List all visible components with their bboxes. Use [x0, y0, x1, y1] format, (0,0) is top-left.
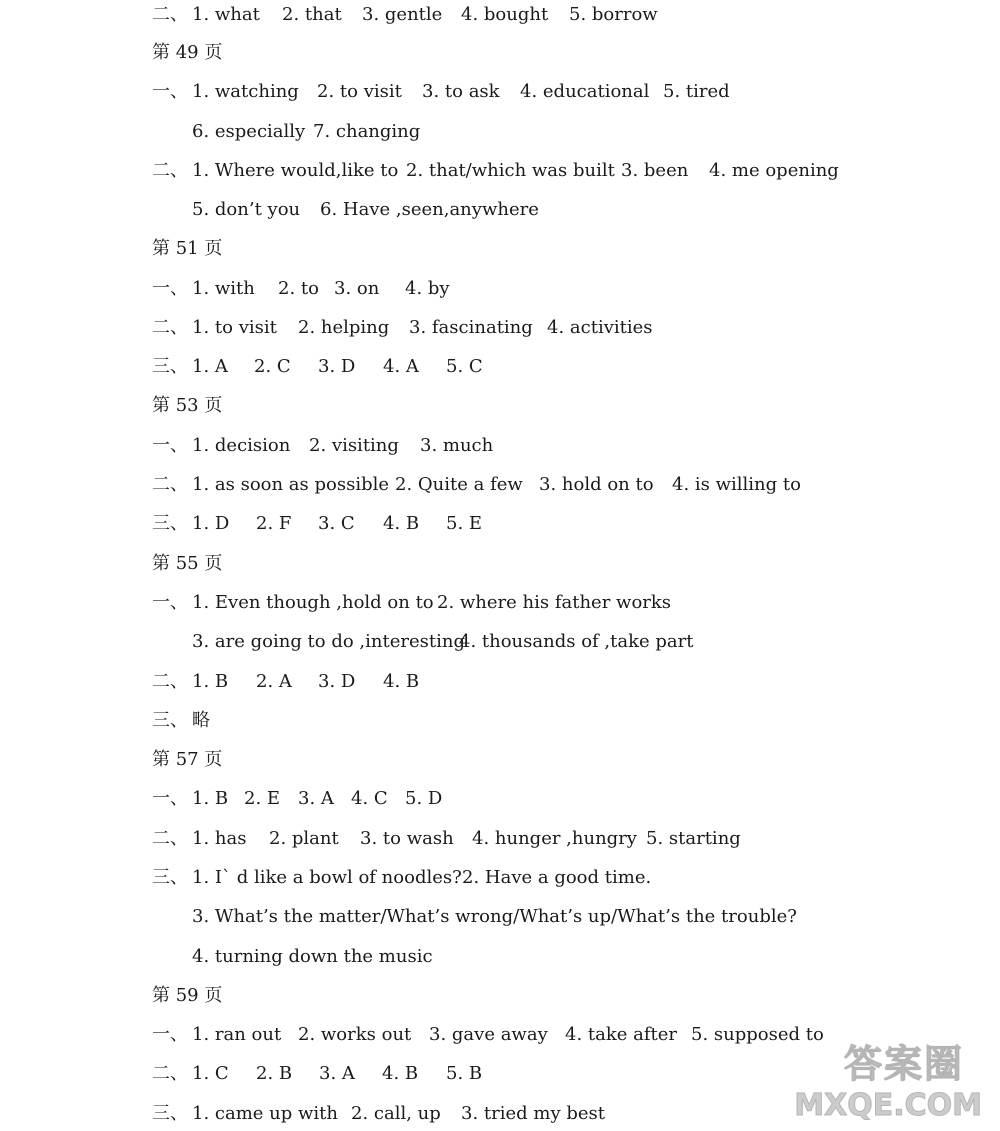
answer-item: 2. E — [244, 788, 281, 809]
answer-item: 3. are going to do ,interesting — [192, 631, 465, 652]
watermark-top-text: 答案圈 — [843, 1042, 964, 1086]
row-label: 一、 — [152, 592, 188, 613]
answer-item: 5. B — [446, 1063, 483, 1084]
page-heading-text: 第 51 页 — [152, 238, 223, 259]
answer-item: 5. tired — [663, 81, 730, 102]
answer-item: 3. A — [298, 788, 334, 809]
answer-item: 4. activities — [547, 317, 653, 338]
answer-item: 3. much — [420, 435, 494, 456]
answer-item: 4. take after — [565, 1024, 678, 1045]
row-label: 三、 — [152, 513, 188, 534]
answer-item: 1. B — [192, 671, 229, 692]
page-heading-text: 第 55 页 — [152, 553, 223, 574]
answer-item: 5. E — [446, 513, 483, 534]
answer-item: 4. B — [383, 671, 420, 692]
row-label: 二、 — [152, 317, 188, 338]
answer-item: 1. Where would,like to — [192, 160, 399, 181]
answer-item: 2. that/which was built — [406, 160, 615, 181]
row-label: 二、 — [152, 828, 188, 849]
row-label: 一、 — [152, 435, 188, 456]
row-label: 二、 — [152, 4, 188, 25]
answer-item: 4. bought — [461, 4, 549, 25]
answer-item: 2. F — [256, 513, 292, 534]
answer-item: 3. hold on to — [539, 474, 654, 495]
answer-item: 3. to ask — [422, 81, 500, 102]
answer-item: 2. B — [256, 1063, 293, 1084]
answer-item: 4. is willing to — [672, 474, 801, 495]
answer-item: 3. fascinating — [409, 317, 533, 338]
watermark-domain-text: MXQE.COM — [794, 1088, 982, 1123]
answer-item: 3. gave away — [429, 1024, 548, 1045]
answer-item: 3. on — [334, 278, 380, 299]
row-label: 三、 — [152, 356, 188, 377]
row-label: 一、 — [152, 278, 188, 299]
answer-item: 2. A — [256, 671, 292, 692]
row-label: 一、 — [152, 1024, 188, 1045]
answer-item: 1. decision — [192, 435, 291, 456]
answer-item: 3. D — [318, 671, 356, 692]
answer-item: 2. to visit — [317, 81, 402, 102]
row-label: 三、 — [152, 710, 188, 731]
answer-item: 1. C — [192, 1063, 229, 1084]
answer-item: 5. C — [446, 356, 483, 377]
row-label: 三、 — [152, 1103, 188, 1124]
answer-item: 3. D — [318, 356, 356, 377]
answer-item: 4. turning down the music — [192, 946, 433, 967]
answer-item: 6. Have ,seen,anywhere — [320, 199, 539, 220]
answer-item: 2. works out — [298, 1024, 412, 1045]
answer-item: 2. Quite a few — [395, 474, 523, 495]
page-heading-text: 第 53 页 — [152, 395, 223, 416]
answer-item: 5. borrow — [569, 4, 658, 25]
answer-item: 5. supposed to — [691, 1024, 824, 1045]
answer-item: 1. A — [192, 356, 228, 377]
answer-item: 5. D — [405, 788, 443, 809]
row-label: 二、 — [152, 671, 188, 692]
row-label: 一、 — [152, 81, 188, 102]
answer-item: 4. me opening — [709, 160, 839, 181]
answer-item: 3. gentle — [362, 4, 443, 25]
answer-item: 2. to — [278, 278, 319, 299]
page-heading-text: 第 59 页 — [152, 985, 223, 1006]
answer-item: 4. A — [383, 356, 419, 377]
answer-item: 4. educational — [520, 81, 650, 102]
answer-item: 3. C — [318, 513, 355, 534]
answer-item: 7. changing — [313, 121, 421, 142]
row-label: 二、 — [152, 1063, 188, 1084]
answer-item: 1. what — [192, 4, 260, 25]
answer-item: 4. B — [383, 513, 420, 534]
answer-item: 2. Have a good time. — [462, 867, 652, 888]
answer-item: 4. B — [382, 1063, 419, 1084]
answer-item: 1. ran out — [192, 1024, 282, 1045]
answer-item: 1. as soon as possible — [192, 474, 390, 495]
answer-item: 3. A — [319, 1063, 355, 1084]
answer-item: 4. by — [405, 278, 450, 299]
answer-item: 1. to visit — [192, 317, 277, 338]
answer-item: 5. don’t you — [192, 199, 301, 220]
row-label: 二、 — [152, 160, 188, 181]
answer-item: 2. that — [282, 4, 342, 25]
answer-item: 1. B — [192, 788, 229, 809]
answer-item: 4. hunger ,hungry — [472, 828, 637, 849]
answer-item: 1. Even though ,hold on to — [192, 592, 434, 613]
answer-item: 4. thousands of ,take part — [459, 631, 694, 652]
answer-item: 3. to wash — [360, 828, 454, 849]
answer-item: 2. helping — [298, 317, 390, 338]
watermark-logo — [792, 1043, 982, 1123]
row-label: 一、 — [152, 788, 188, 809]
row-label: 二、 — [152, 474, 188, 495]
answer-item: 2. where his father works — [437, 592, 672, 613]
answer-item: 3. tried my best — [461, 1103, 605, 1124]
answer-item: 2. visiting — [309, 435, 399, 456]
answer-item: 2. plant — [269, 828, 339, 849]
answer-item: 1. I` d like a bowl of noodles? — [192, 867, 462, 888]
answer-item: 2. C — [254, 356, 291, 377]
answer-item: 1. came up with — [192, 1103, 338, 1124]
answer-item: 3. What’s the matter/What’s wrong/What’s up/What’s the trouble? — [192, 906, 797, 927]
page-heading-text: 第 49 页 — [152, 42, 223, 63]
answer-item: 1. has — [192, 828, 247, 849]
answer-item: 1. D — [192, 513, 230, 534]
answer-item: 1. with — [192, 278, 255, 299]
answer-item: 3. been — [621, 160, 689, 181]
answer-item: 略 — [192, 710, 210, 731]
row-label: 三、 — [152, 867, 188, 888]
answer-item: 4. C — [351, 788, 388, 809]
answer-item: 6. especially — [192, 121, 306, 142]
page-heading-text: 第 57 页 — [152, 749, 223, 770]
answer-item: 5. starting — [646, 828, 741, 849]
answer-item: 1. watching — [192, 81, 299, 102]
answer-item: 2. call, up — [351, 1103, 441, 1124]
